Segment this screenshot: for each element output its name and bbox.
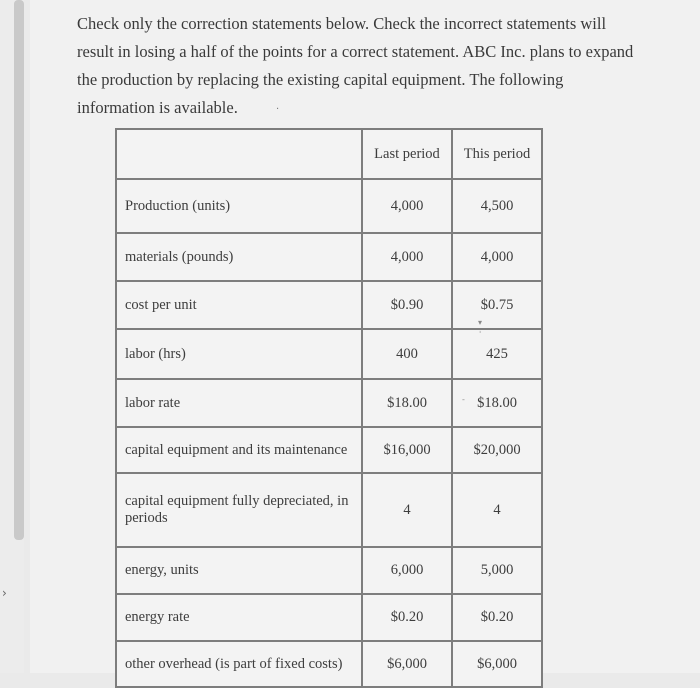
question-line: the production by replacing the existing capital equipment. The following [77, 70, 564, 89]
chevron-right-icon: › [2, 586, 7, 600]
row-last-value: 4,000 [362, 179, 452, 233]
row-label: capital equipment and its maintenance [116, 427, 362, 473]
question-text [77, 10, 637, 122]
row-label: energy, units [116, 547, 362, 594]
question-line: information is available. [77, 98, 238, 117]
row-this-value: 4,500 [452, 179, 542, 233]
row-last-value: 400 [362, 329, 452, 379]
row-label: cost per unit [116, 281, 362, 329]
row-last-value: $0.20 [362, 594, 452, 641]
row-last-value: 4,000 [362, 233, 452, 281]
row-label: materials (pounds) [116, 233, 362, 281]
table-row [116, 233, 542, 281]
row-last-value: $6,000 [362, 641, 452, 687]
stray-mark: - [462, 395, 465, 404]
header-cell-this-period: This period [452, 129, 542, 179]
row-last-value: $0.90 [362, 281, 452, 329]
header-cell-empty [116, 129, 362, 179]
row-this-value: $18.00 [452, 379, 542, 427]
table-row [116, 379, 542, 427]
row-this-value: 4 [452, 473, 542, 547]
row-label: capital equipment fully depreciated, in periods [116, 473, 362, 547]
row-label: energy rate [116, 594, 362, 641]
table-header-row [116, 129, 542, 179]
row-label: Production (units) [116, 179, 362, 233]
table-row [116, 641, 542, 687]
production-data-table [115, 128, 543, 688]
row-label: labor rate [116, 379, 362, 427]
row-label: other overhead (is part of fixed costs) [116, 641, 362, 687]
table-row [116, 179, 542, 233]
question-line: Check only the correction statements below. Check the incorrect statements will [77, 14, 607, 33]
left-scroll-rail[interactable] [0, 0, 24, 673]
row-this-value: $6,000 [452, 641, 542, 687]
stray-mark: ˈ [479, 330, 482, 339]
scrollbar-thumb[interactable] [14, 0, 24, 540]
question-line: result in losing a half of the points for a correct statement. ABC Inc. plans to expand [77, 42, 634, 61]
table-row [116, 473, 542, 547]
row-this-value: 5,000 [452, 547, 542, 594]
table-row [116, 594, 542, 641]
row-last-value: 6,000 [362, 547, 452, 594]
row-last-value: $16,000 [362, 427, 452, 473]
row-label: labor (hrs) [116, 329, 362, 379]
row-last-value: $18.00 [362, 379, 452, 427]
row-this-value: $0.20 [452, 594, 542, 641]
header-cell-last-period: Last period [362, 129, 452, 179]
table-row [116, 547, 542, 594]
table-row [116, 427, 542, 473]
row-this-value: $0.75 [452, 281, 542, 329]
row-last-value: 4 [362, 473, 452, 547]
row-this-value: 425 [452, 329, 542, 379]
stray-mark: ▾ [478, 318, 483, 327]
row-this-value: $20,000 [452, 427, 542, 473]
stray-dot-mark: · [276, 104, 280, 115]
row-this-value: 4,000 [452, 233, 542, 281]
